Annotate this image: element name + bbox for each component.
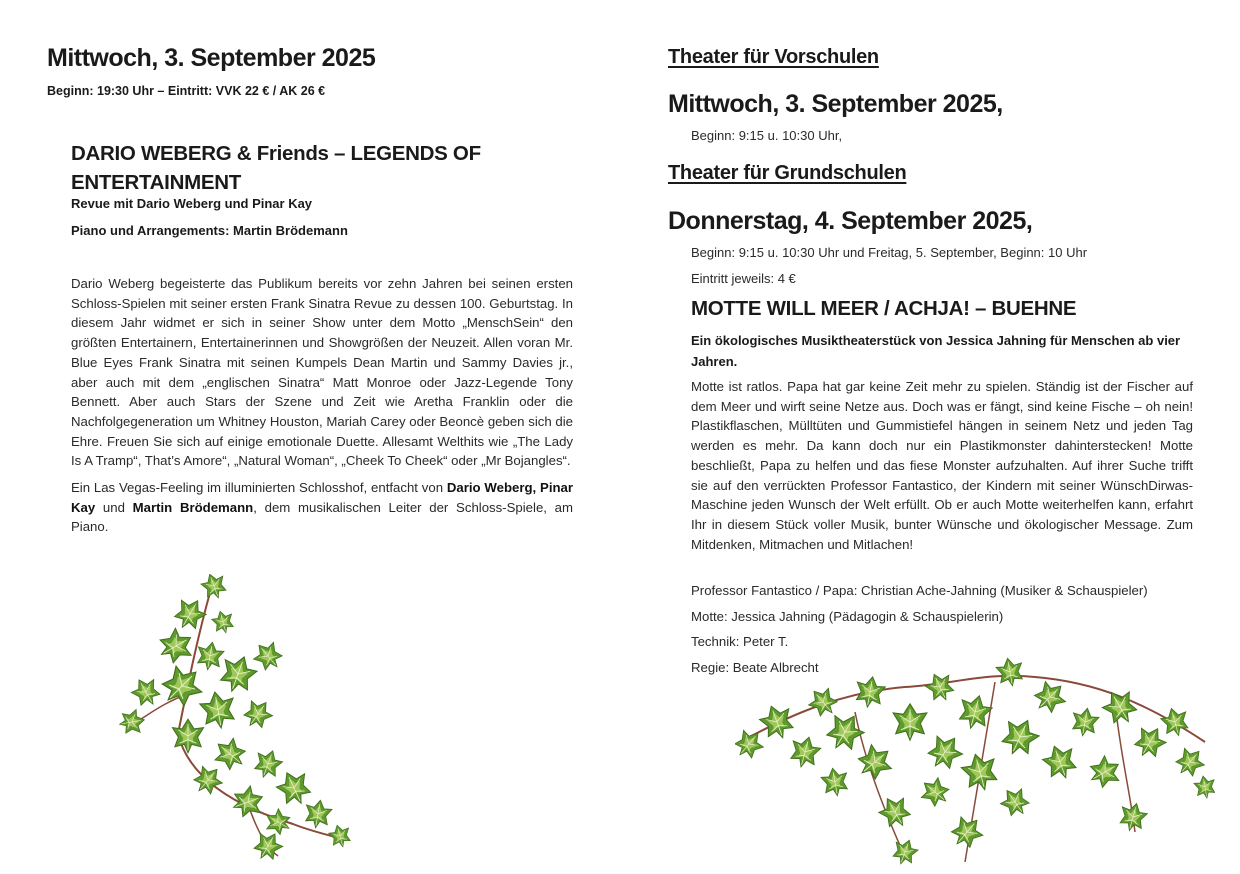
- performer-names: Dario Weberg, Pinar Kay: [71, 480, 573, 515]
- section-heading-grundschulen: Theater für Grundschulen: [668, 162, 907, 184]
- event-date: Mittwoch, 3. September 2025: [47, 44, 376, 72]
- ivy-decoration-icon: [118, 574, 354, 860]
- ivy-garland-icon: [735, 652, 1215, 867]
- event-date-2: Donnerstag, 4. September 2025,: [668, 207, 1033, 235]
- play-description: [691, 377, 1193, 554]
- event-credits-line: Piano und Arrangements: Martin Brödemann: [71, 223, 348, 238]
- description-paragraph: Dario Weberg begeisterte das Publikum bereits vor zehn Jahren bei seinen ersten Schloss-Spielen mit seiner ersten Frank Sinatra Revue zu dessen 100. Geburtstag. In diesem Jahr widmet er sich in seiner Show unter dem Motto „MenschSein“ den größten Entertainern, Entertainerinnen und Showgrößen der Neuzeit. Allen voran Mr. Blue Eyes Frank Sinatra mit seinen Kumpels Dean Martin und Sammy Davies jr., aber auch mit dem „englischen Sinatra“ Matt Monroe oder Jazz-Legende Tony Bennett. Aber auch Stars der Szene und Zeit wie Aretha Franklin oder die Nachfolgegeneration um Whitney Houston, Mariah Carey oder Beoncè geben sich die Ehre. Freuen Sie sich auf einige emotionale Duette. Allesamt Welthits wie „The Lady Is A Tramp“, That’s Amore“, „Natural Woman“, „Cheek To Cheek“ oder „Mr Bojangles“.: [71, 276, 573, 469]
- section-heading-vorschulen: Theater für Vorschulen: [668, 46, 879, 68]
- event-time-2: Beginn: 9:15 u. 10:30 Uhr und Freitag, 5. September, Beginn: 10 Uhr: [691, 245, 1088, 260]
- credit-line: Professor Fantastico / Papa: Christian Ache-Jahning (Musiker & Schauspieler): [691, 583, 1148, 598]
- pianist-name: Martin Brödemann: [132, 499, 254, 515]
- credit-line: Regie: Beate Albrecht: [691, 660, 819, 676]
- play-subtitle: Ein ökologisches Musiktheaterstück von Jessica Jahning für Menschen ab vier Jahren.: [691, 333, 1181, 369]
- event-subtitle: Revue mit Dario Weberg und Pinar Kay: [71, 196, 313, 211]
- description-paragraph: Ein Las Vegas-Feeling im illuminierten Schlosshof, entfacht von Dario Weberg, Pinar Kay und Martin Brödemann, dem musikalischen Leiter der Schloss-Spiele, am Piano.: [71, 480, 573, 535]
- event-time-1: Beginn: 9:15 u. 10:30 Uhr,: [691, 128, 843, 143]
- event-price: Eintritt jeweils: 4 €: [691, 271, 796, 286]
- credit-line: Technik: Peter T.: [691, 634, 789, 650]
- event-title: DARIO WEBERG & Friends – LEGENDS OF ENTERTAINMENT: [71, 142, 481, 194]
- event-description: [71, 274, 573, 544]
- credit-line: Motte: Jessica Jahning (Pädagogin & Schauspielerin): [691, 608, 1004, 624]
- event-meta: Beginn: 19:30 Uhr – Eintritt: VVK 22 € / AK 26 €: [47, 84, 326, 98]
- event-date-1: Mittwoch, 3. September 2025,: [668, 90, 1003, 118]
- description-paragraph: Motte ist ratlos. Papa hat gar keine Zeit mehr zu spielen. Ständig ist der Fischer auf dem Meer und wirft seine Netze aus. Doch was er fängt, sind keine Fische – oh nein! Plastikflaschen, Mülltüten und Gummistiefel hängen in seinem Netz und jeden Tag werden es mehr. Da kann doch nur ein Plastikmonster dahinterstecken! Motte beschließt, Papa zu helfen und das fiese Monster aufzuhalten. Auf ihrer Suche trifft sie auf den verrückten Professor Fantastico, der Kindern mit seiner WünschDirwas-Maschine jeden Wunsch der Welt erfüllt. Ob er auch Motte weiterhelfen kann, erfahrt Ihr in diesem Stück voller Musik, bunter Wünsche und ökologischer Message. Zum Mitdenken, Mitmachen und Mitlachen!: [691, 379, 1193, 552]
- play-title: MOTTE WILL MEER / ACHJA! – BUEHNE: [691, 297, 1077, 320]
